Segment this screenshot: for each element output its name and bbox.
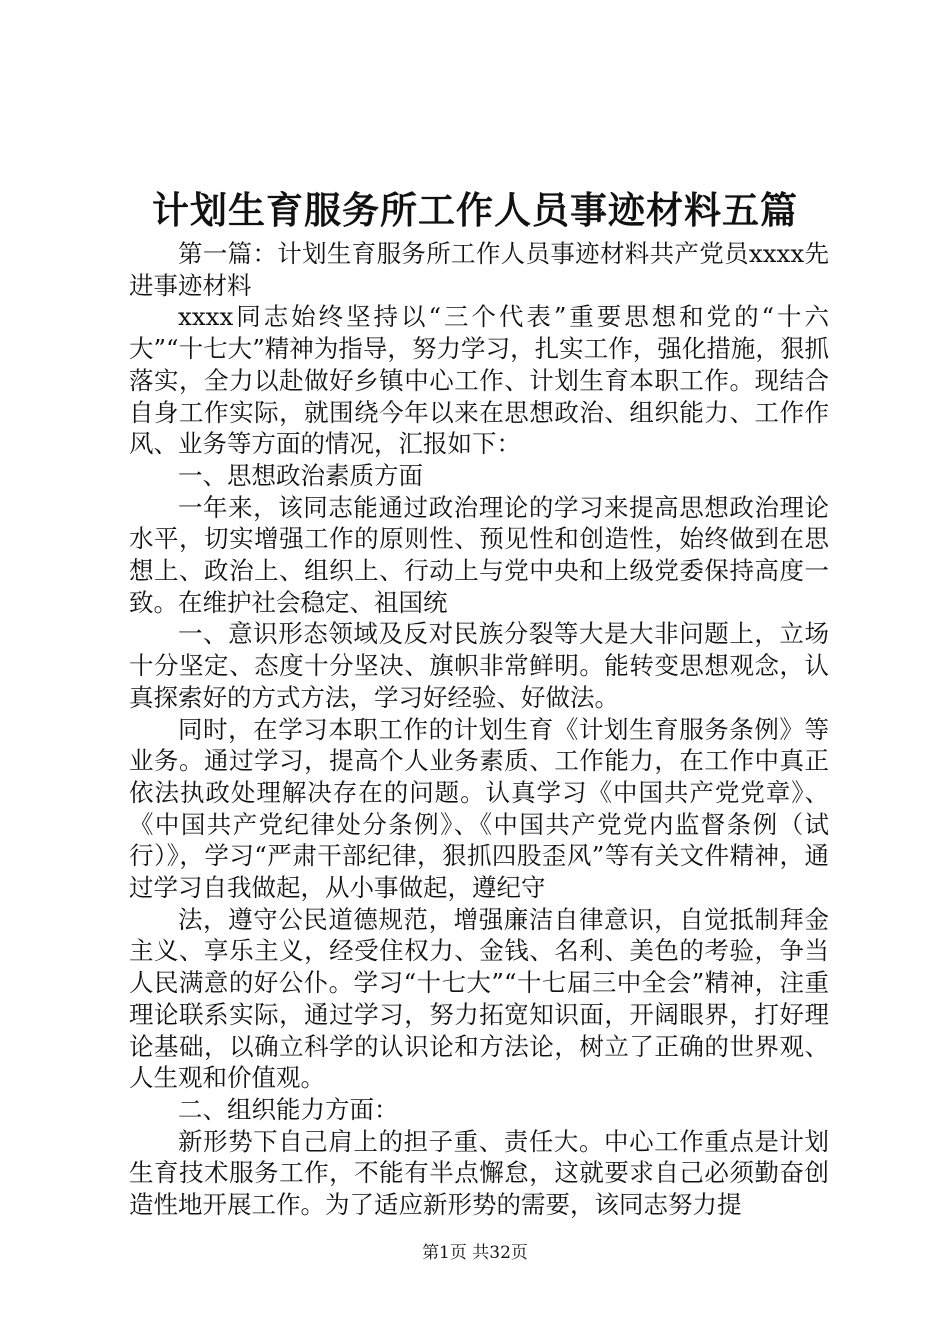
paragraph: 一、意识形态领域及反对民族分裂等大是大非问题上，立场十分坚定、态度十分坚决、旗帜非常鲜明。能转变思想观念，认真探索好的方式方法，学习好经验、好做法。 [129, 619, 829, 712]
page-indicator: 第1页 共32页 [422, 1243, 528, 1263]
paragraph: xxxx同志始终坚持以“三个代表”重要思想和党的“十六大”“十七大”精神为指导，努力学习，扎实工作，强化措施，狠抓落实，全力以赴做好乡镇中心工作、计划生育本职工作。现结合自身工作实际，就围绕今年以来在思想政治、组织能力、工作作风、业务等方面的情况，汇报如下： [129, 302, 829, 459]
section-heading: 二、组织能力方面： [178, 1094, 399, 1124]
page-footer [0, 1241, 950, 1265]
document-title: 计划生育服务所工作人员事迹材料五篇 [152, 188, 798, 232]
section-heading: 一、思想政治素质方面 [178, 460, 423, 490]
paragraph: 法，遵守公民道德规范，增强廉洁自律意识，自觉抵制拜金主义、享乐主义，经受住权力、金钱、名利、美色的考验，争当人民满意的好公仆。学习“十七大”“十七届三中全会”精神，注重理论联系实际，通过学习，努力拓宽知识面，开阔眼界，打好理论基础，以确立科学的认识论和方法论，树立了正确的世界观、人生观和价值观。 [129, 904, 829, 1093]
paragraph: 一年来，该同志能通过政治理论的学习来提高思想政治理论水平，切实增强工作的原则性、预见性和创造性，始终做到在思想上、政治上、组织上、行动上与党中央和上级党委保持高度一致。在维护社会稳定、祖国统 [129, 492, 829, 617]
paragraph: 第一篇：计划生育服务所工作人员事迹材料共产党员xxxx先进事迹材料 [129, 239, 829, 300]
paragraph: 同时，在学习本职工作的计划生育《计划生育服务条例》等业务。通过学习，提高个人业务素质、工作能力，在工作中真正依法执政处理解决存在的问题。认真学习《中国共产党党章》、《中国共产党纪律处分条例》、《中国共产党党内监督条例（试行）》，学习“严肃干部纪律，狠抓四股歪风”等有关文件精神，通过学习自我做起，从小事做起，遵纪守 [129, 714, 829, 903]
document-body [129, 238, 829, 1221]
paragraph: 新形势下自己肩上的担子重、责任大。中心工作重点是计划生育技术服务工作，不能有半点懈怠，这就要求自己必须勤奋创造性地开展工作。为了适应新形势的需要，该同志努力提 [129, 1126, 829, 1220]
